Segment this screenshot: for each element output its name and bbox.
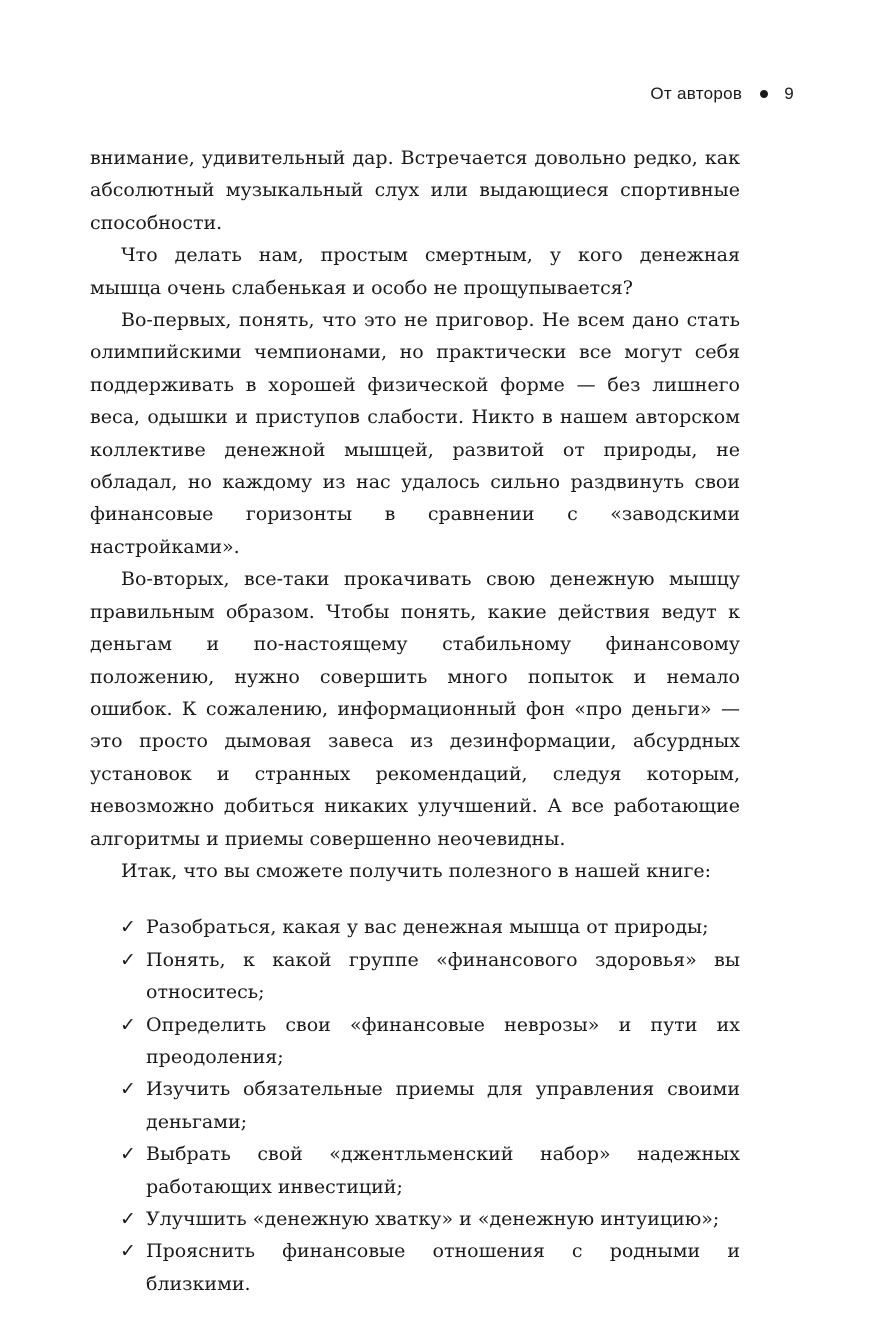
checkmark-icon: ✓ [120, 1240, 136, 1263]
checkmark-icon: ✓ [120, 1078, 136, 1101]
checklist-item-text: Изучить обязательные приемы для управления своими деньгами; [146, 1078, 740, 1133]
page-number: 9 [784, 84, 794, 103]
paragraph-list-intro: Итак, что вы сможете получить полезного в нашей книге: [121, 859, 712, 882]
checkmark-icon: ✓ [120, 948, 136, 971]
bullet-dot-icon [760, 90, 768, 98]
section-title: От авторов [650, 84, 743, 103]
checklist-item [120, 944, 740, 1009]
paragraph: Во-первых, понять, что это не приговор. Не всем дано стать олимпийскими чемпионами, но практически все могут себя поддерживать в хорошей физической форме — без лишнего веса, одышки и приступов слабости. Никто в нашем авторском коллективе денежной мышцей, развитой от природы, не обладал, но каждому из нас удалось сильно раздвинуть свои финансовые горизонты в сравнении с «заводскими настройками». [90, 309, 740, 558]
checkmark-icon: ✓ [120, 1208, 136, 1230]
checklist-item-text: Выбрать свой «джентльменский набор» надежных работающих инвестиций; [146, 1143, 740, 1198]
checkmark-icon: ✓ [120, 1143, 136, 1166]
paragraph: Во-вторых, все-таки прокачивать свою денежную мышцу правильным образом. Чтобы понять, какие действия ведут к деньгам и по-настоящему стабильному финансовому положению, нужно совершить много попыток и немало ошибок. К сожалению, информационный фон «про деньги» — это просто дымовая завеса из дезинформации, абсурдных установок и странных рекомендаций, следуя которым, невозможно добиться никаких улучшений. А все работающие алгоритмы и приемы совершенно неочевидны. [90, 568, 740, 850]
checklist-item [120, 911, 740, 943]
paragraph: Что делать нам, простым смертным, у кого денежная мышца очень слабенькая и особо не прощупывается? [90, 244, 740, 299]
checklist-item-text: Понять, к какой группе «финансового здоровья» вы относитесь; [146, 948, 740, 1004]
checklist-item [120, 1203, 740, 1235]
checklist-item [120, 1009, 740, 1074]
checkmark-icon: ✓ [120, 916, 136, 939]
checklist-item-text: Улучшить «денежную хватку» и «денежную интуицию»; [146, 1208, 720, 1230]
checklist-item [120, 1235, 740, 1300]
benefits-checklist [90, 911, 740, 1300]
running-header [650, 84, 794, 104]
checkmark-icon: ✓ [120, 1013, 136, 1036]
body-text [90, 142, 740, 1300]
checklist-item-text: Разобраться, какая у вас денежная мышца от природы; [146, 916, 709, 939]
checklist-item [120, 1138, 740, 1203]
checklist-item-text: Прояснить финансовые отношения с родными и близкими. [146, 1240, 740, 1295]
paragraph-continuation: внимание, удивительный дар. Встречается довольно редко, как абсолютный музыкальный слух или выдающиеся спортивные способности. [90, 147, 740, 234]
checklist-item [120, 1073, 740, 1138]
checklist-item-text: Определить свои «финансовые неврозы» и пути их преодоления; [146, 1013, 740, 1068]
